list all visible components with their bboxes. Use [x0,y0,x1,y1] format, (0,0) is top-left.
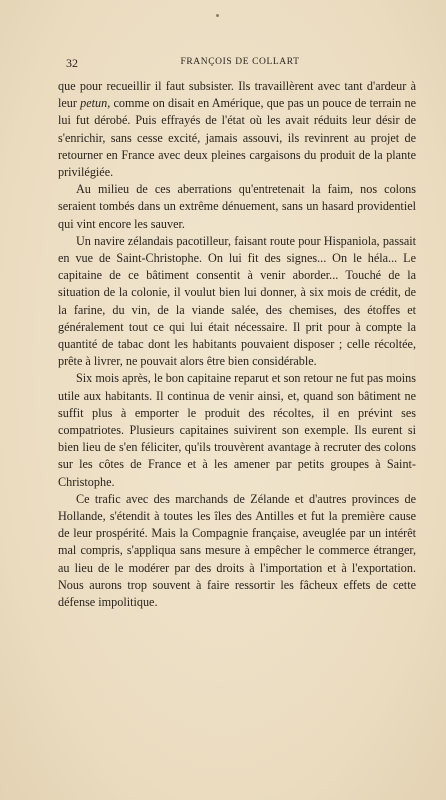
paragraph-1-text-b: , comme on disait en Amérique, que pas un pouce de terrain ne lui fut dérobé. Puis effrayés de l'état où les avait réduits leur désir de s'enrichir, sans cesse excité, jamais assouvi, ils revinrent au projet de retourner en France avec deux pleines cargaisons du produit de la plante privilégiée. [58,96,416,180]
paragraph-1 [58,78,416,181]
page-number: 32 [66,56,78,70]
printer-speck [216,14,219,17]
paragraph-1-emphasis: petun [80,96,108,111]
paragraph-5: Ce trafic avec des marchands de Zélande et d'autres provinces de Hollande, s'étendit à toutes les îles des Antilles et fut la première cause de leur prospérité. Mais la Compagnie française, aveuglée par un intérêt mal compris, s'appliqua sans mesure à empêcher le commerce étranger, au lieu de le modérer par des droits à l'importation et à l'exportation. Nous aurons trop souvent à faire ressortir les fâcheux effets de cette défense impolitique. [58,491,416,610]
body-text [58,78,416,611]
page-header [66,56,414,70]
paragraph-1-text-a: que pour recueillir il faut subsister. Ils travaillèrent avec tant d'ardeur à leur [58,79,416,111]
paragraph-2: Au milieu de ces aberrations qu'entretenait la faim, nos colons seraient tombés dans un extrême dénuement, sans un hasard providentiel qui vint encore les sauver. [58,182,416,231]
paragraph-3: Un navire zélandais pacotilleur, faisant route pour Hispaniola, passait en vue de Saint-Christophe. On lui fit des signes... On le héla... Le capitaine de ce bâtiment consentit à venir aborder... Touché de la situation de la colonie, il voulut bien lui donner, à six mois de crédit, de la farine, du vin, de la viande salée, des chemises, des étoffes et généralement tout ce qui lui était nécessaire. Il prit pour à compte la quantité de tabac dont les habitants pouvaient disposer ; celle récoltée, prête à livrer, ne pouvait alors être bien considérable. [58,233,416,369]
paragraph-4: Six mois après, le bon capitaine reparut et son retour ne fut pas moins utile aux habitants. Il continua de venir ainsi, et, quand son bâtiment ne suffit plus à emporter le produit des récoltes, il en prévint ses compatriotes. Plusieurs capitaines suivirent son exemple. Ils eurent si bien lieu de s'en féliciter, qu'ils trouvèrent avantage à recruter des colons sur les côtes de France et à les amener par petits groupes à Saint-Christophe. [58,371,416,489]
running-head: FRANÇOIS DE COLLART [180,57,300,67]
